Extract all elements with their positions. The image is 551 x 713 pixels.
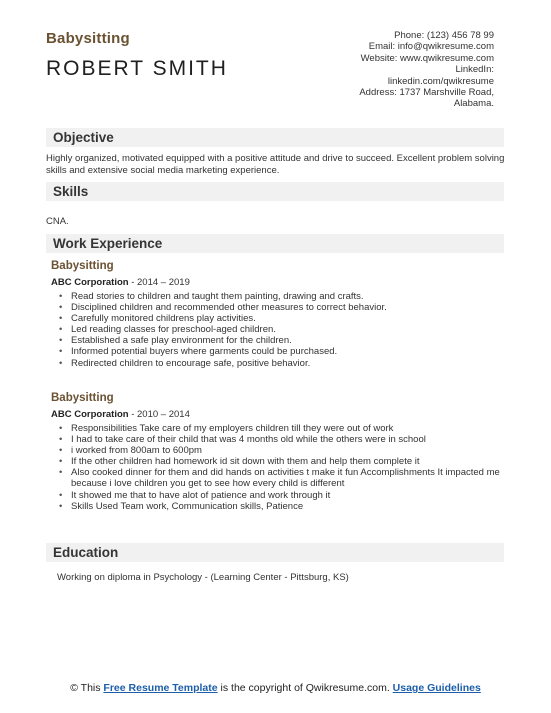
contact-address: Address: 1737 Marshville Road, — [359, 87, 494, 99]
footer-middle: is the copyright of Qwikresume.com. — [217, 682, 393, 694]
free-resume-template-link[interactable]: Free Resume Template — [103, 682, 218, 694]
list-item: • Established a safe play environment for the children. — [71, 335, 511, 346]
contact-website: Website: www.qwikresume.com — [360, 52, 494, 64]
contact-address-state: Alabama. — [453, 98, 494, 110]
contact-email: Email: info@qwikresume.com — [368, 41, 494, 53]
list-item: • If the other children had homework id sit down with them and help them complete it — [71, 456, 511, 467]
job-2-company-line — [51, 409, 190, 420]
skills-text: CNA. — [46, 216, 69, 227]
job-title: Babysitting — [46, 30, 130, 47]
job-2-dates: - 2010 – 2014 — [128, 409, 190, 420]
list-item: • i worked from 800am to 600pm — [71, 445, 511, 456]
contact-linkedin-label: LinkedIn: — [455, 64, 494, 76]
list-item: • I had to take care of their child that was 4 months old while the others were in school — [71, 434, 511, 445]
job-1-company-line — [51, 277, 190, 288]
list-item: • Redirected children to encourage safe, positive behavior. — [71, 358, 511, 369]
list-item: • Disciplined children and recommended other measures to correct behavior. — [71, 302, 511, 313]
list-item: • Skills Used Team work, Communication skills, Patience — [71, 501, 511, 512]
section-work-experience-title: Work Experience — [46, 234, 504, 253]
section-objective-title: Objective — [46, 128, 504, 147]
footer-prefix: © This — [70, 682, 104, 694]
usage-guidelines-link[interactable]: Usage Guidelines — [392, 682, 481, 694]
list-item: • Read stories to children and taught them painting, drawing and crafts. — [71, 291, 511, 302]
candidate-name: ROBERT SMITH — [46, 57, 228, 80]
job-1-title: Babysitting — [51, 260, 114, 272]
list-item: • Also cooked dinner for them and did hands on activities t make it fun Accomplishments It impacted me because i love children you get to see how every child is different — [71, 467, 511, 489]
list-item: • Informed potential buyers where garments could be purchased. — [71, 346, 511, 357]
job-2-bullets — [51, 423, 511, 512]
job-2-title: Babysitting — [51, 392, 114, 404]
education-text: Working on diploma in Psychology - (Learning Center - Pittsburg, KS) — [57, 572, 349, 583]
list-item: • Responsibilities Take care of my employers children till they were out of work — [71, 423, 511, 434]
job-2-company: ABC Corporation — [51, 409, 129, 420]
section-education-title: Education — [46, 543, 504, 562]
job-1-bullets — [51, 291, 511, 369]
contact-linkedin: linkedin.com/qwikresume — [387, 75, 494, 87]
objective-text: Highly organized, motivated equipped with a positive attitude and drive to succeed. Excellent problem solving skills and extensive social media marketing experience. — [46, 153, 505, 176]
list-item: • Led reading classes for preschool-aged children. — [71, 324, 511, 335]
list-item: • Carefully monitored childrens play activities. — [71, 313, 511, 324]
resume-header — [46, 30, 228, 81]
job-1-dates: - 2014 – 2019 — [128, 277, 190, 288]
contact-block — [359, 30, 494, 110]
copyright-footer — [0, 682, 551, 694]
list-item: • It showed me that to have alot of patience and work through it — [71, 490, 511, 501]
section-skills-title: Skills — [46, 182, 504, 201]
contact-phone: Phone: (123) 456 78 99 — [394, 30, 494, 41]
job-1-company: ABC Corporation — [51, 277, 129, 288]
